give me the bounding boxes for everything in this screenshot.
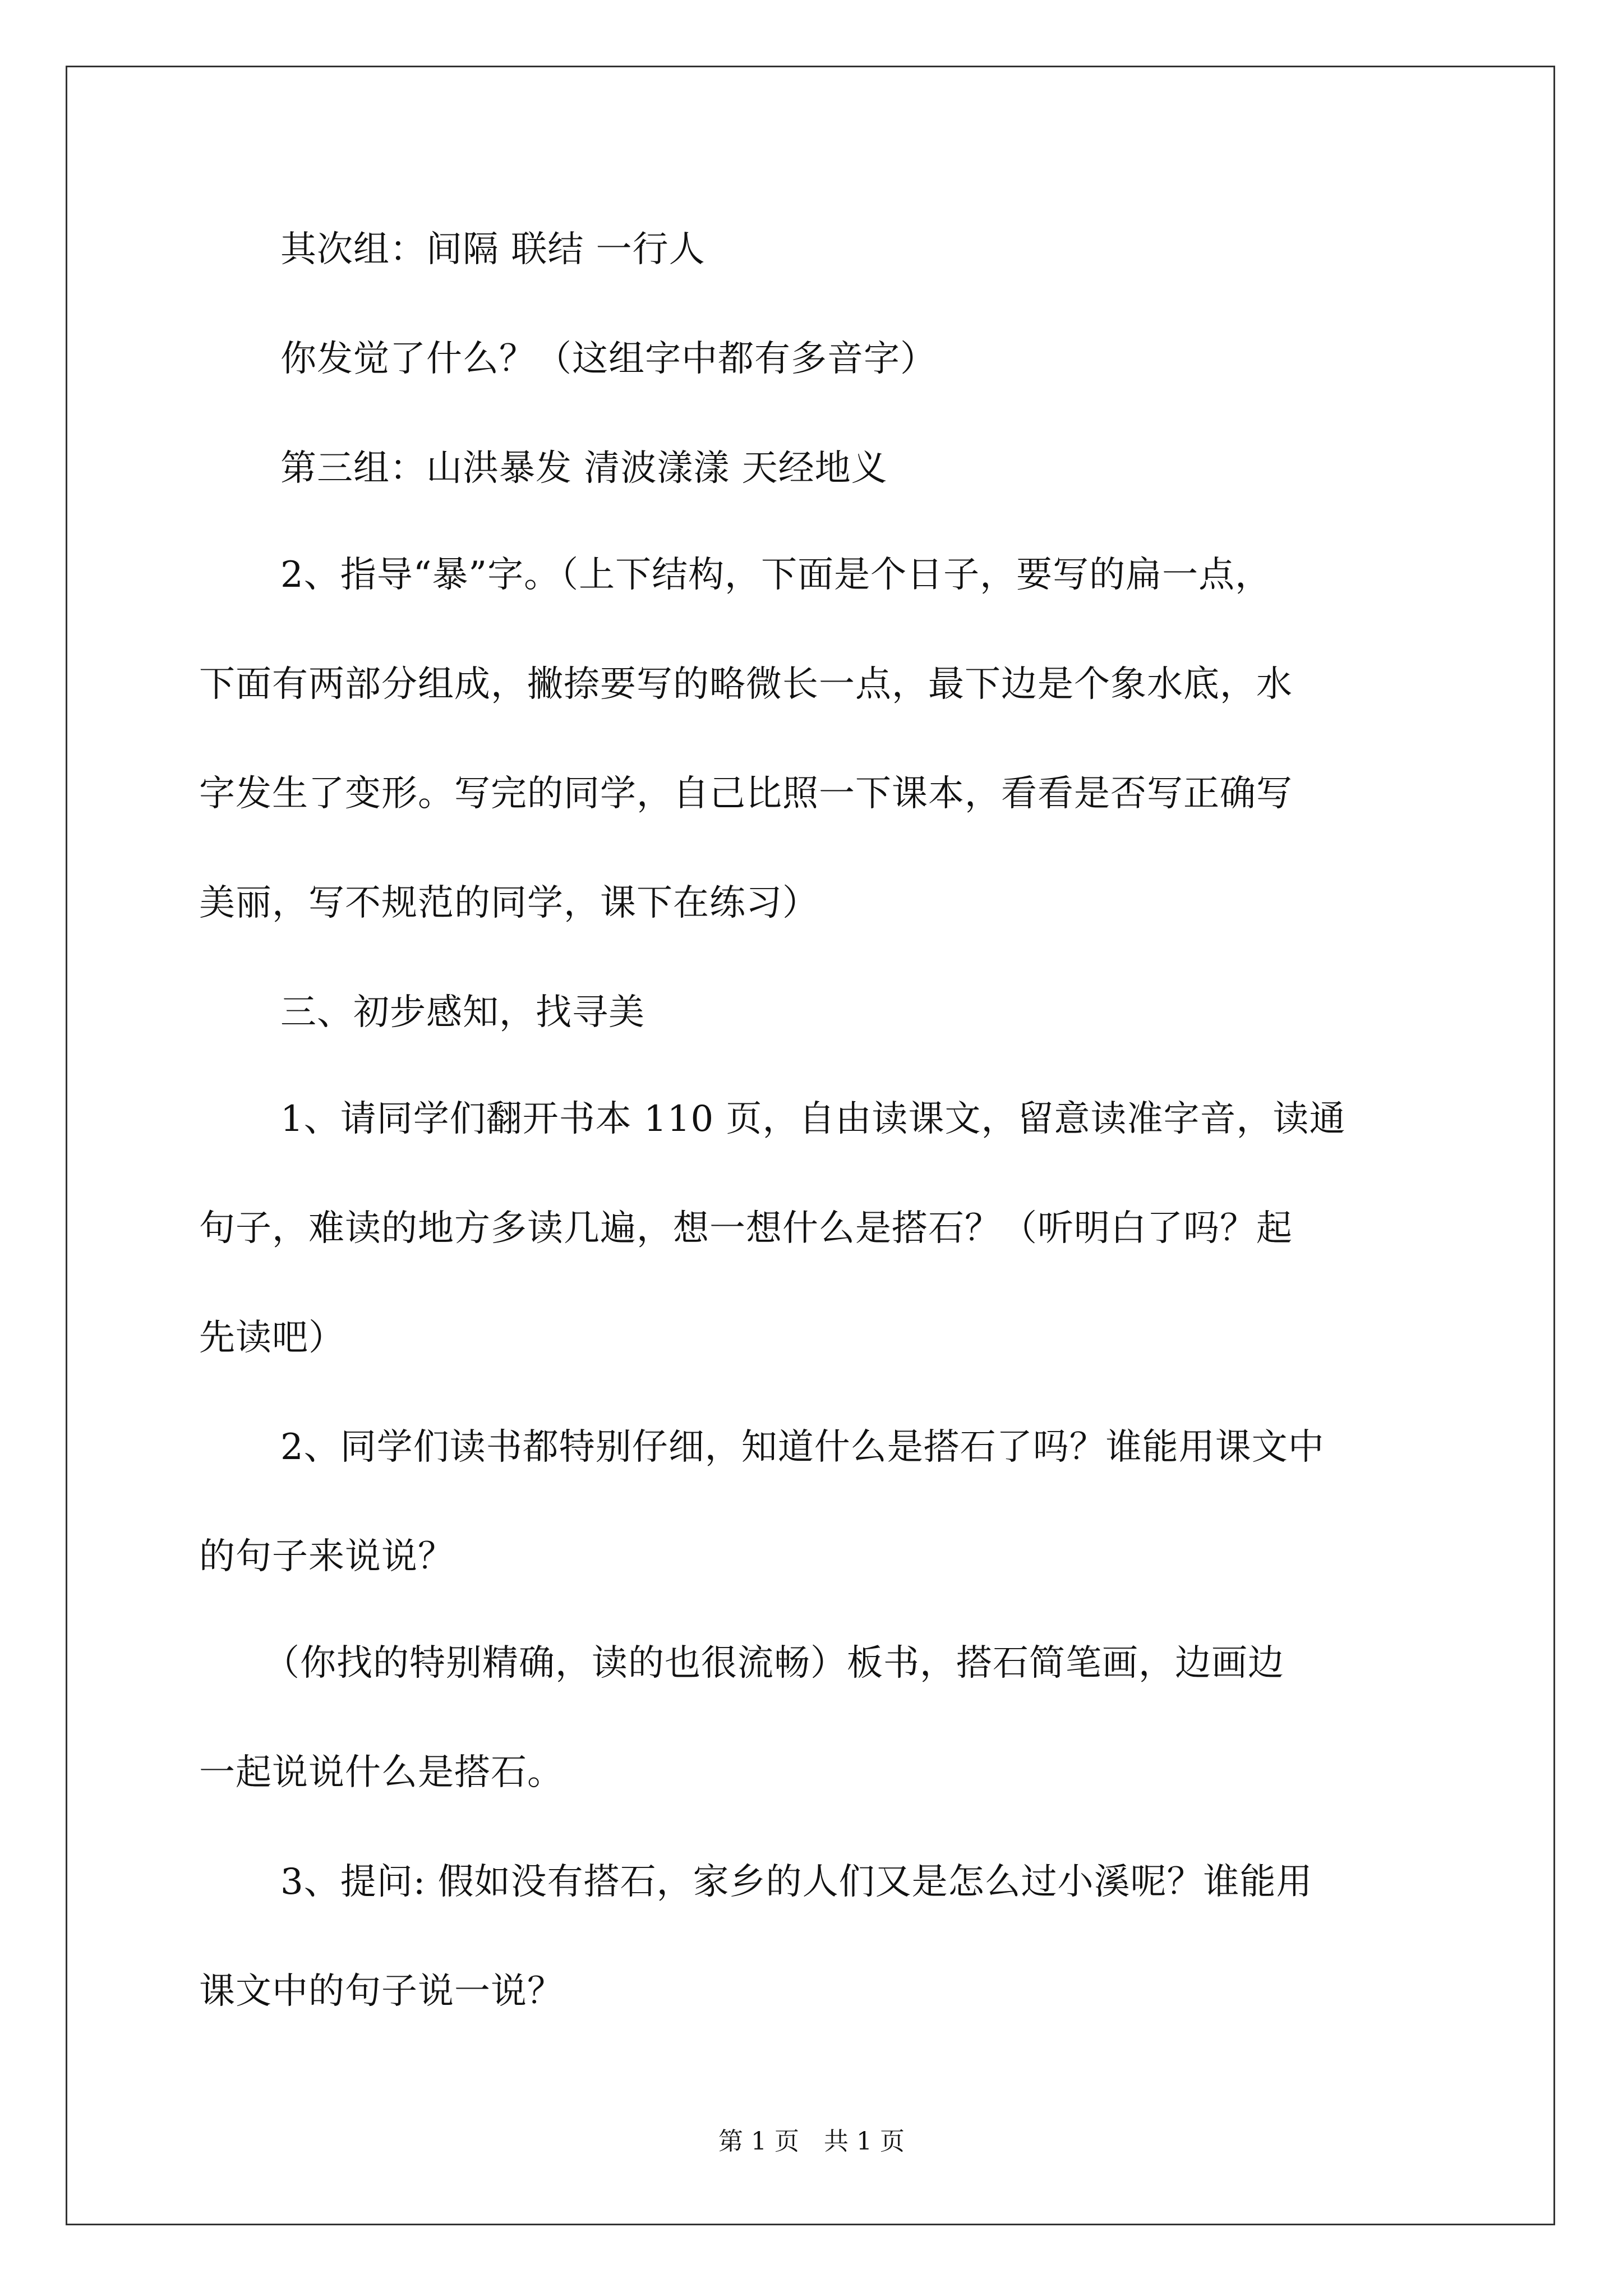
text-line: 第三组：山洪暴发 清波漾漾 天经地义 [280,448,888,489]
text-line: 的句子来说说？ [199,1536,454,1577]
text-line: 1、请同学们翻开书本 110 页，自由读课文，留意读准字音，读通 [280,1098,1346,1140]
text-line: 你发觉了什么？（这组字中都有多音字） [280,338,937,380]
text-line: 2、同学们读书都特别仔细，知道什么是搭石了吗？谁能用课文中 [280,1427,1325,1468]
text-line: 其次组：间隔 联结 一行人 [280,229,706,270]
text-line: 三、初步感知，找寻美 [280,992,645,1033]
text-line: 下面有两部分组成，撇捺要写的略微长一点，最下边是个象水底，水 [199,664,1293,705]
text-line: 字发生了变形。写完的同学，自己比照一下课本，看看是否写正确写 [199,773,1293,815]
text-line: 美丽，写不规范的同学，课下在练习） [199,882,819,924]
text-line: 先读吧） [199,1317,345,1359]
text-line: 2、指导“暴”字。（上下结构，下面是个日子，要写的扁一点， [280,554,1272,596]
text-line: 一起说说什么是搭石。 [199,1752,564,1793]
text-line: （你找的特别精确，读的也很流畅）板书，搭石简笔画，边画边 [264,1642,1284,1684]
text-line: 3、提问: 假如没有搭石，家乡的人们又是怎么过小溪呢？谁能用 [280,1861,1313,1903]
text-line: 课文中的句子说一说？ [199,1971,564,2012]
page-footer: 第 1 页 共 1 页 [718,2127,905,2156]
text-line: 句子，难读的地方多读几遍，想一想什么是搭石？（听明白了吗？起 [199,1208,1293,1249]
